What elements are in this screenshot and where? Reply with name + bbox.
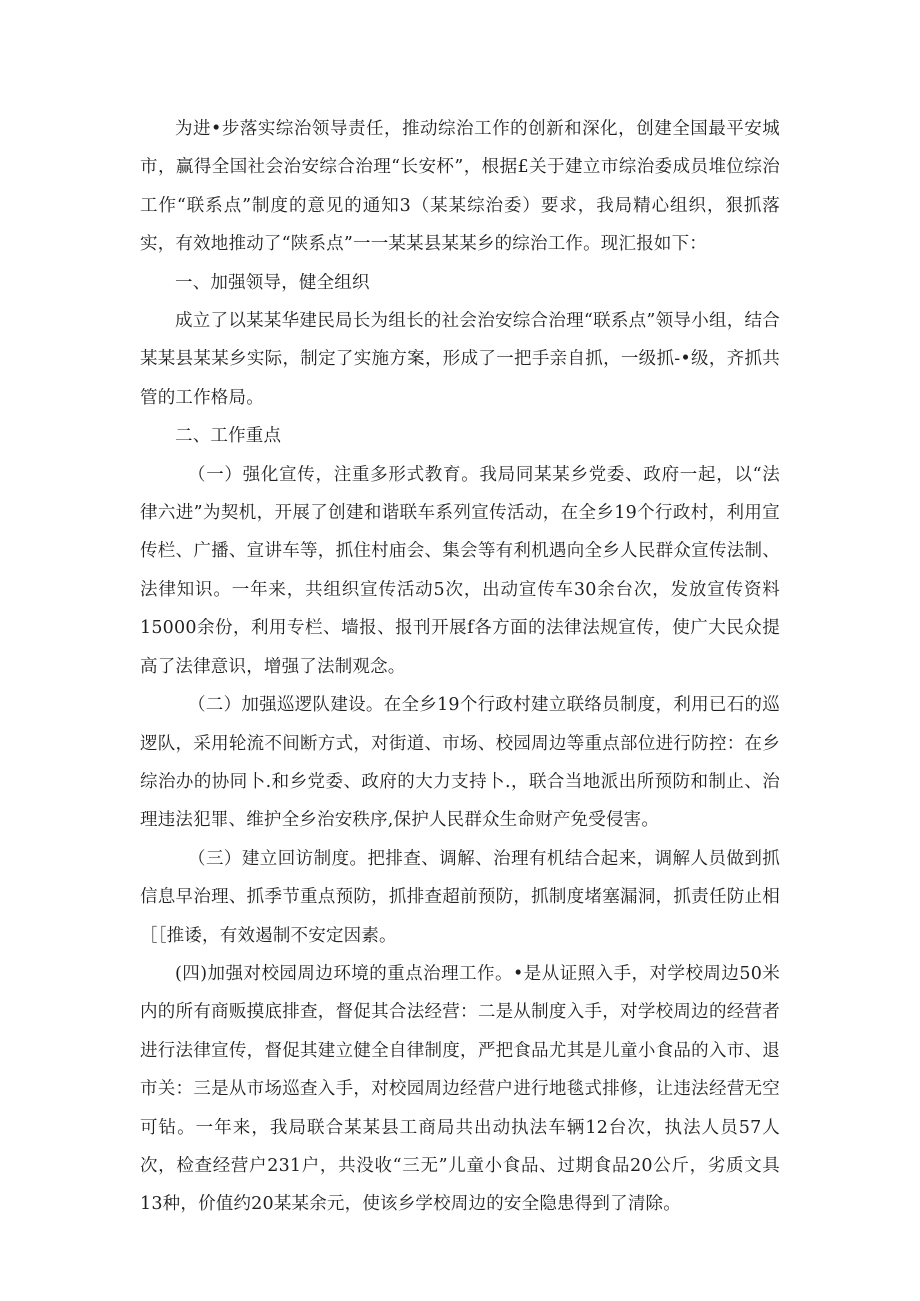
work-item-patrol: （二）加强巡逻队建设。在全乡19个行政村建立联络员制度，利用已石的巡逻队，采用轮流不间断方式，对街道、市场、校园周边等重点部位进行防控：在乡综治办的协同卜.和乡党委、政府的大力支持卜.，联合当地派出所预防和制止、治理违法犯罪、维护全乡治安秩序,保护人民群众生命财产免受侵害。 bbox=[140, 695, 780, 831]
document-body bbox=[140, 110, 780, 1224]
work-item-return-visit: （三）建立回访制度。把排查、调解、治理有机结合起来，调解人员做到抓信息早治理、抓季节重点预防，抓排查超前预防，抓制度堵塞漏洞，抓责任防止相［［推诿，有效遏制不安定因素。 bbox=[140, 848, 780, 946]
section-heading-leadership: 一、加强领导，健全组织 bbox=[175, 272, 370, 293]
section-heading-work-focus: 二、工作重点 bbox=[175, 426, 282, 447]
intro-paragraph: 为进•步落实综治领导责任，推动综治工作的创新和深化，创建全国最平安城市，赢得全国社会治安综合治理“长安杯”，根据£关于建立市综治委成员堆位综治工作“联系点”制度的意见的通知3（某某综治委）要求，我局精心组织，狠抓落实，有效地推动了“陕系点”一一某某县某某乡的综治工作。现汇报如下： bbox=[140, 119, 780, 255]
work-item-campus-safety: (四)加强对校园周边环境的重点治理工作。•是从证照入手，对学校周边50米内的所有商贩摸底排查，督促其合法经营：二是从制度入手，对学校周边的经营者进行法律宣传，督促其建立健全自律制度，严把食品尤其是儿童小食品的入市、退市关：三是从市场巡查入手，对校园周边经营户进行地毯式排修，让违法经营无空可钻。一年来，我局联合某某县工商局共出动执法车辆12台次，执法人员57人次，检查经营户231户，共没收“三无”儿童小食品、过期食品20公斤，劣质文具13种，价值约20某某余元，使该乡学校周边的安全隐患得到了清除。 bbox=[140, 963, 780, 1215]
work-item-publicity: （一）强化宣传，注重多形式教育。我局同某某乡党委、政府一起，以“法律六进”为契机，开展了创建和谐联车系列宣传活动，在全乡19个行政村，利用宣传栏、广播、宣讲车等，抓住村庙会、集会等有利机遇向全乡人民群众宣传法制、法律知识。一年来，共组织宣传活动5次，出动宣传车30余台次，发放宣传资料15000余份，利用专栏、墙报、报刊开展f各方面的法律法规宣传，使广大民众提高了法律意识，增强了法制观念。 bbox=[140, 464, 780, 677]
organization-paragraph: 成立了以某某华建民局长为组长的社会治安综合治理“联系点”领导小组，结合某某县某某乡实际，制定了实施方案，形成了一把手亲自抓，一级抓-•级，齐抓共管的工作格局。 bbox=[140, 311, 780, 408]
